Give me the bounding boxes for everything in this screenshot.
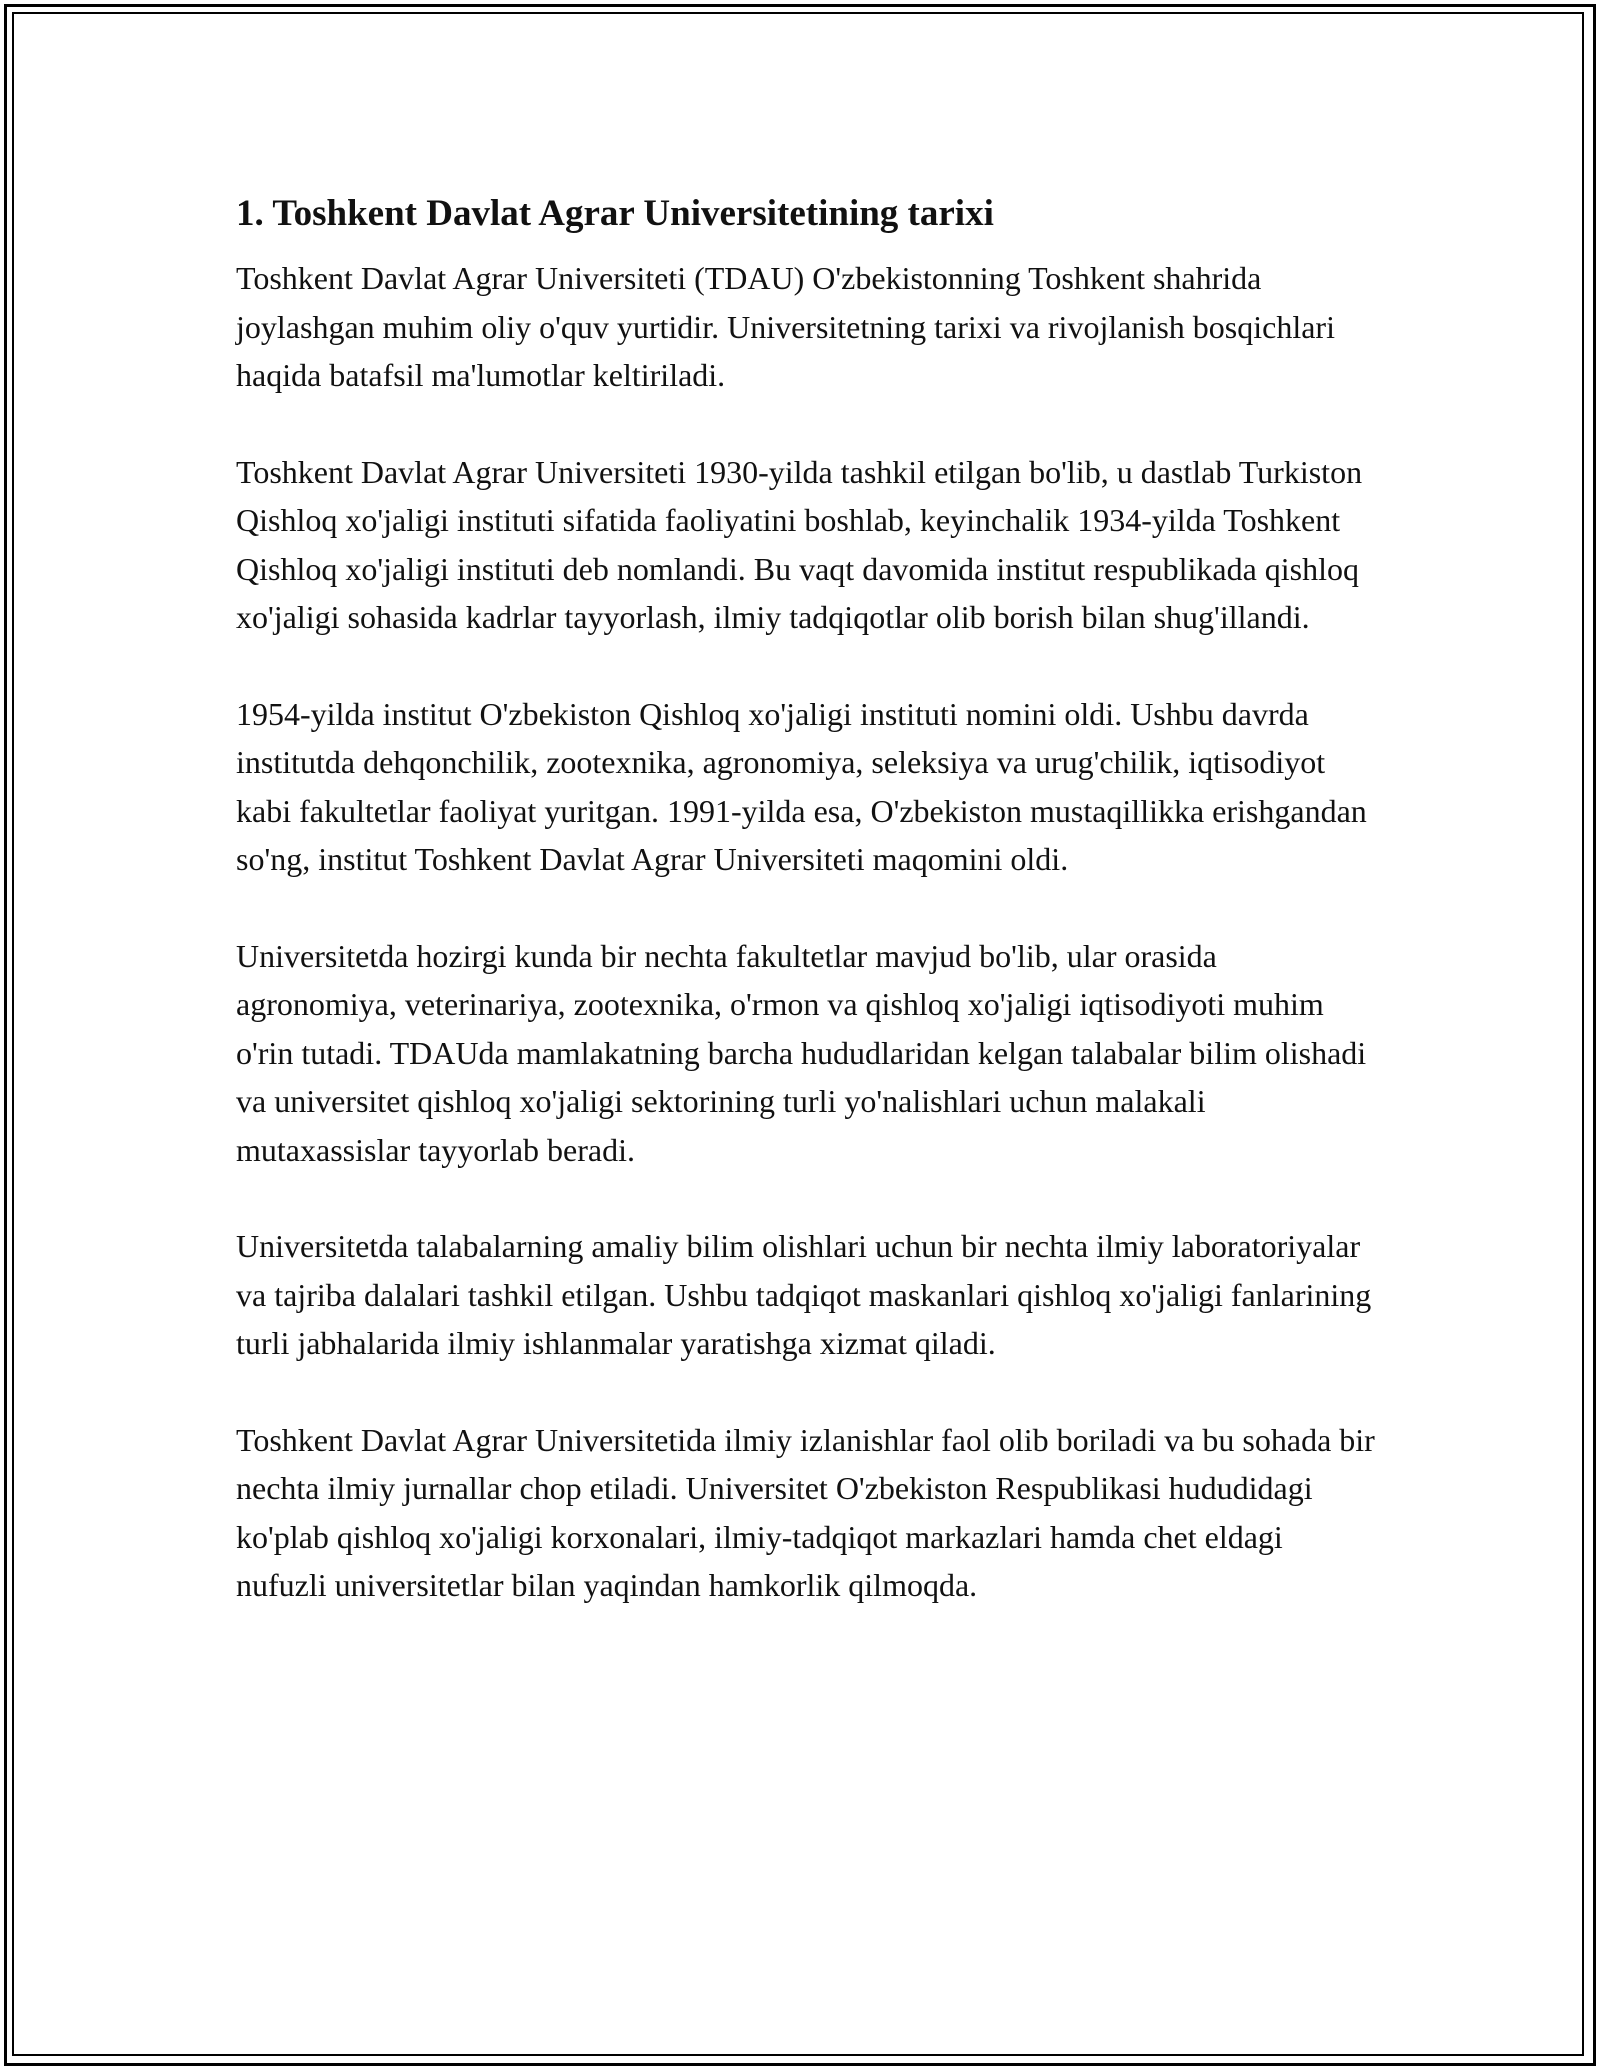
paragraph-founding: Toshkent Davlat Agrar Universiteti 1930-yilda tashkil etilgan bo'lib, u dastlab Turkiston Qishloq xo'jaligi instituti sifatida faoliyatini boshlab, keyinchalik 1934-yilda Toshkent Qishloq xo'jaligi instituti deb nomlandi. Bu vaqt davomida institut respublikada qishloq xo'jaligi sohasida kadrlar tayyorlash, ilmiy tadqiqotlar olib borish bilan shug'illandi. [236, 453, 1363, 635]
paragraph-faculties: Universitetda hozirgi kunda bir nechta fakultetlar mavjud bo'lib, ular orasida agronomiya, veterinariya, zootexnika, o'rmon va qishloq xo'jaligi iqtisodiyoti muhim o'rin tutadi. TDAUda mamlakatning barcha hududlaridan kelgan talabalar bilim olishadi va universitet qishloq xo'jaligi sektorining turli yo'nalishlari uchun malakali mutaxassislar tayyorlab beradi. [236, 937, 1367, 1168]
paragraph-intro: Toshkent Davlat Agrar Universiteti (TDAU) O'zbekistonning Toshkent shahrida joylashgan muhim oliy o'quv yurtidir. Universitetning tarixi va rivojlanish bosqichlari haqida batafsil ma'lumotlar keltiriladi. [236, 260, 1335, 393]
paragraph-renaming: 1954-yilda institut O'zbekiston Qishloq xo'jaligi instituti nomini oldi. Ushbu davrda institutda dehqonchilik, zootexnika, agronomiya, seleksiya va urug'chilik, iqtisodiyot kabi fakultetlar faoliyat yuritgan. 1991-yilda esa, O'zbekiston mustaqillikka erishgandan so'ng, institut Toshkent Davlat Agrar Universiteti maqomini oldi. [236, 695, 1367, 877]
document-body [236, 186, 1376, 1658]
section-title: 1. Toshkent Davlat Agrar Universitetining tarixi [236, 193, 994, 234]
paragraph-laboratories: Universitetda talabalarning amaliy bilim olishlari uchun bir nechta ilmiy laboratoriyalar va tajriba dalalari tashkil etilgan. Ushbu tadqiqot maskanlari qishloq xo'jaligi fanlarining turli jabhalarida ilmiy ishlanmalar yaratishga xizmat qiladi. [236, 1228, 1372, 1361]
paragraph-research: Toshkent Davlat Agrar Universitetida ilmiy izlanishlar faol olib boriladi va bu sohada bir nechta ilmiy jurnallar chop etiladi. Universitet O'zbekiston Respublikasi hududidagi ko'plab qishloq xo'jaligi korxonalari, ilmiy-tadqiqot markazlari hamda chet eldagi nufuzli universitetlar bilan yaqindan hamkorlik qilmoqda. [236, 1421, 1375, 1603]
